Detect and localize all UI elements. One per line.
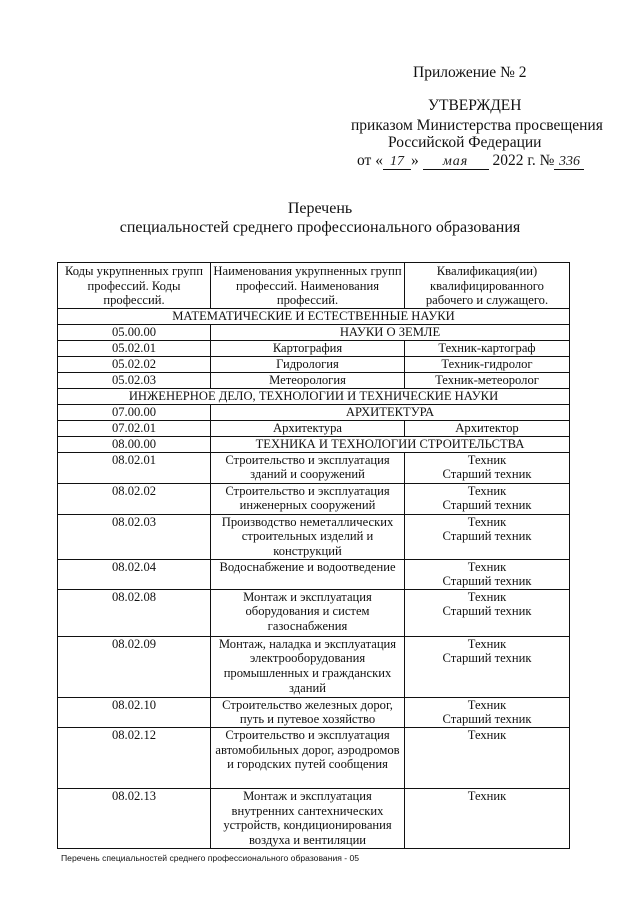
specialty-code: 08.02.09 [58, 636, 211, 697]
table-row [58, 727, 570, 788]
section-title: ИНЖЕНЕРНОЕ ДЕЛО, ТЕХНОЛОГИИ И ТЕХНИЧЕСКИЕ НАУКИ [58, 388, 570, 404]
specialty-name: Монтаж и эксплуатация внутренних сантехнических устройств, кондиционирования воздуха и вентиляции [211, 788, 405, 848]
col-header-qualifications: Квалификация(ии) квалифицированного рабочего и служащего. [405, 263, 570, 309]
specialty-qualification: Техник-метеоролог [405, 372, 570, 388]
appendix-label: Приложение № 2 [413, 64, 527, 81]
specialty-qualification: Техник Старший техник [405, 559, 570, 589]
table-row [58, 420, 570, 436]
group-name: АРХИТЕКТУРА [211, 404, 570, 420]
specialty-code: 08.02.01 [58, 452, 211, 483]
col-header-codes: Коды укрупненных групп профессий. Коды профессий. [58, 263, 211, 309]
specialty-code: 08.02.12 [58, 727, 211, 788]
specialty-code: 08.02.04 [58, 559, 211, 589]
table-row [58, 483, 570, 514]
title-line-1: Перечень [287, 200, 353, 217]
group-row [58, 404, 570, 420]
group-code: 05.00.00 [58, 324, 211, 340]
specialty-name: Строительство железных дорог, путь и путевое хозяйство [211, 697, 405, 727]
table-row [58, 636, 570, 697]
specialty-name: Монтаж и эксплуатация оборудования и систем газоснабжения [211, 589, 405, 636]
table-row [58, 356, 570, 372]
date-quote-close: » [410, 152, 419, 169]
group-name: ТЕХНИКА И ТЕХНОЛОГИИ СТРОИТЕЛЬСТВА [211, 436, 570, 452]
specialty-name: Монтаж, наладка и эксплуатация электрооборудования промышленных и гражданских зданий [211, 636, 405, 697]
specialty-qualification: Техник [405, 788, 570, 848]
specialty-code: 07.02.01 [58, 420, 211, 436]
section-row [58, 308, 570, 324]
page-footer: Перечень специальностей среднего профессионального образования - 05 [61, 853, 360, 863]
specialty-name: Метеорология [211, 372, 405, 388]
specialty-code: 05.02.03 [58, 372, 211, 388]
group-row [58, 324, 570, 340]
table-row [58, 452, 570, 483]
group-code: 08.00.00 [58, 436, 211, 452]
date-year-number-label: 2022 г. № [492, 152, 555, 169]
specialty-name: Строительство и эксплуатация автомобильных дорог, аэродромов и городских путей сообщения [211, 727, 405, 788]
specialty-name: Строительство и эксплуатация инженерных сооружений [211, 483, 405, 514]
table-row [58, 372, 570, 388]
specialty-qualification: Техник Старший техник [405, 514, 570, 559]
specialty-qualification: Техник Старший техник [405, 483, 570, 514]
specialty-name: Строительство и эксплуатация зданий и сооружений [211, 452, 405, 483]
specialty-code: 05.02.01 [58, 340, 211, 356]
group-row [58, 436, 570, 452]
specialty-qualification: Техник [405, 727, 570, 788]
specialty-name: Водоснабжение и водоотведение [211, 559, 405, 589]
title-line-2: специальностей среднего профессионального образования [119, 219, 521, 236]
date-day-handwritten: 17 [383, 155, 411, 170]
group-code: 07.00.00 [58, 404, 211, 420]
table-row [58, 340, 570, 356]
specialty-name: Архитектура [211, 420, 405, 436]
approved-label: УТВЕРЖДЕН [428, 97, 522, 114]
specialty-code: 05.02.02 [58, 356, 211, 372]
group-name: НАУКИ О ЗЕМЛЕ [211, 324, 570, 340]
specialties-table [57, 262, 570, 849]
specialty-code: 08.02.08 [58, 589, 211, 636]
date-prefix: от « [357, 152, 383, 169]
table-row [58, 589, 570, 636]
specialty-qualification: Техник-картограф [405, 340, 570, 356]
section-row [58, 388, 570, 404]
specialty-name: Картография [211, 340, 405, 356]
specialty-name: Гидрология [211, 356, 405, 372]
table-header-row [58, 263, 570, 309]
specialty-qualification: Техник Старший техник [405, 697, 570, 727]
specialty-code: 08.02.13 [58, 788, 211, 848]
order-number-handwritten: 336 [554, 155, 584, 170]
specialty-qualification: Техник Старший техник [405, 636, 570, 697]
section-title: МАТЕМАТИЧЕСКИЕ И ЕСТЕСТВЕННЫЕ НАУКИ [58, 308, 570, 324]
specialty-qualification: Техник Старший техник [405, 589, 570, 636]
specialty-name: Производство неметаллических строительных изделий и конструкций [211, 514, 405, 559]
specialty-code: 08.02.02 [58, 483, 211, 514]
table-row [58, 697, 570, 727]
order-line-2: Российской Федерации [388, 134, 542, 151]
order-line-1: приказом Министерства просвещения [351, 117, 603, 134]
specialty-code: 08.02.10 [58, 697, 211, 727]
specialty-qualification: Архитектор [405, 420, 570, 436]
table-row [58, 514, 570, 559]
date-month-handwritten: мая [423, 155, 489, 170]
col-header-names: Наименования укрупненных групп профессий. Наименования профессий. [211, 263, 405, 309]
table-row [58, 559, 570, 589]
order-date-line [357, 151, 584, 171]
specialty-qualification: Техник Старший техник [405, 452, 570, 483]
specialty-code: 08.02.03 [58, 514, 211, 559]
specialty-qualification: Техник-гидролог [405, 356, 570, 372]
table-row [58, 788, 570, 848]
